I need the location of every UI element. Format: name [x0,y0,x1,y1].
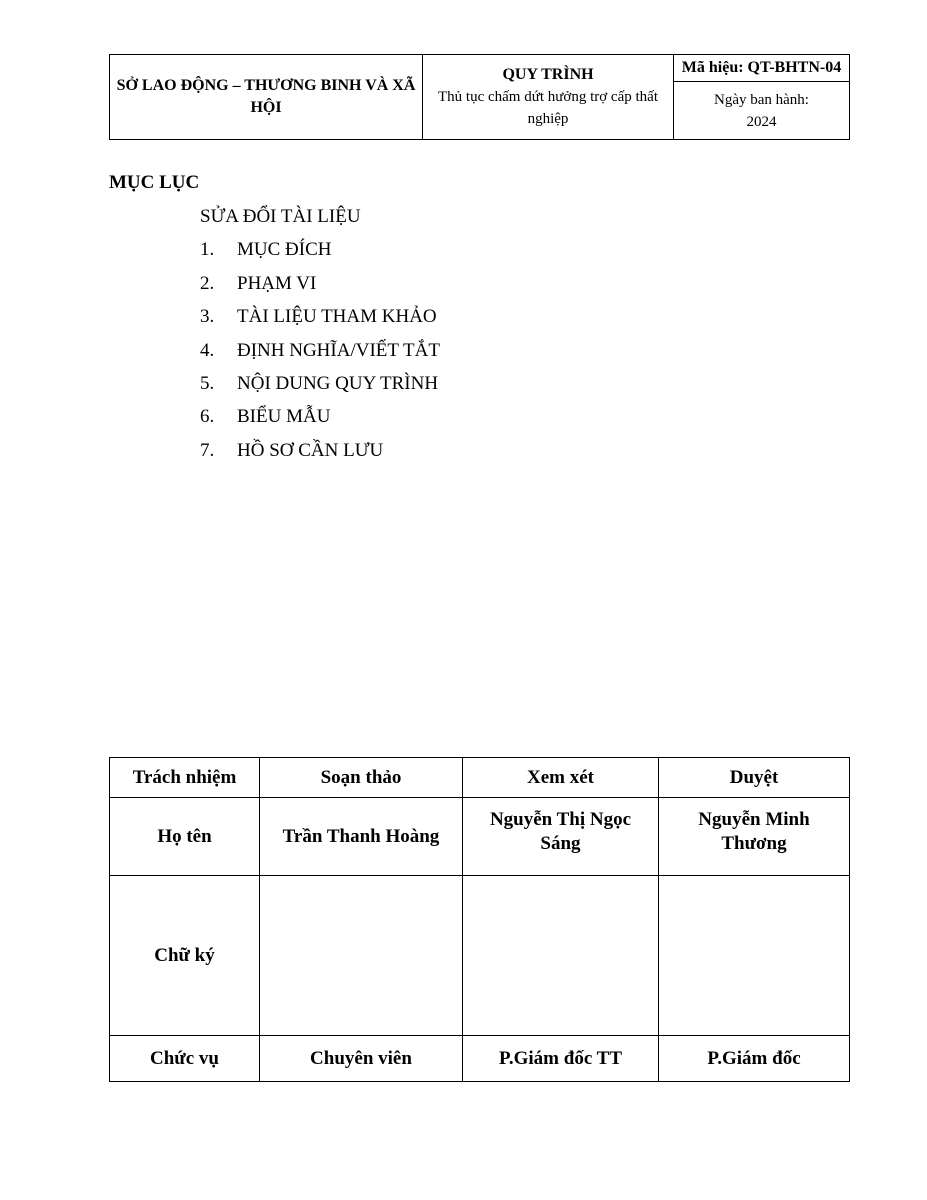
reviewer-name: Nguyễn Thị Ngọc Sáng [463,798,659,876]
toc-item-label: NỘI DUNG QUY TRÌNH [237,372,439,394]
header-responsibility: Trách nhiệm [110,758,260,798]
toc-item-label: HỒ SƠ CẦN LƯU [237,439,384,461]
reviewer-signature-cell [463,876,659,1036]
toc-item-label: MỤC ĐÍCH [237,239,332,261]
position-row-label: Chức vụ [110,1036,260,1082]
drafter-position: Chuyên viên [260,1036,463,1082]
toc-item-number: 4. [200,339,215,361]
toc-item [200,304,440,337]
toc-item-label: PHẠM VI [237,272,317,294]
toc-item-number: 7. [200,439,215,461]
toc-revision: SỬA ĐỔI TÀI LIỆU [200,206,361,227]
issue-date-label: Ngày ban hành: [714,91,809,108]
header-drafted-by: Soạn thảo [260,758,463,798]
organization-name: SỞ LAO ĐỘNG – THƯƠNG BINH VÀ XÃ HỘI [110,55,423,140]
approver-position: P.Giám đốc [659,1036,850,1082]
reviewer-position: P.Giám đốc TT [463,1036,659,1082]
approval-signature-table [109,757,850,1082]
toc-item-label: ĐỊNH NGHĨA/VIẾT TẮT [237,339,440,361]
toc-title: MỤC LỤC [109,172,200,193]
toc-item [200,404,440,437]
approver-signature-cell [659,876,850,1036]
toc-item-number: 2. [200,272,215,294]
toc-item [200,338,440,371]
toc-item-label: TÀI LIỆU THAM KHẢO [237,306,437,328]
toc-item-number: 6. [200,406,215,428]
doc-type: QUY TRÌNH [502,66,594,83]
toc-item [200,271,440,304]
drafter-name: Trần Thanh Hoàng [260,798,463,876]
toc-item [200,371,440,404]
table-row [110,758,850,798]
document-header-table [109,54,850,140]
toc-item-number: 3. [200,306,215,328]
approver-name: Nguyễn Minh Thương [659,798,850,876]
header-reviewed-by: Xem xét [463,758,659,798]
issue-date-cell [674,82,850,140]
table-row [110,1036,850,1082]
document-code: Mã hiệu: QT-BHTN-04 [674,55,850,82]
signature-row-label: Chữ ký [110,876,260,1036]
toc-item [200,237,440,270]
toc-item-number: 5. [200,372,215,394]
header-approved-by: Duyệt [659,758,850,798]
table-row [110,798,850,876]
drafter-signature-cell [260,876,463,1036]
toc-item-number: 1. [200,239,215,261]
procedure-name: Thủ tục chấm dứt hưởng trợ cấp thất nghiệp [438,89,658,127]
toc-item [200,438,440,471]
table-of-contents [200,204,440,471]
issue-year: 2024 [746,113,777,130]
toc-item-label: BIỂU MẪU [237,406,331,428]
table-row [110,876,850,1036]
procedure-title-cell [423,55,674,140]
name-row-label: Họ tên [110,798,260,876]
